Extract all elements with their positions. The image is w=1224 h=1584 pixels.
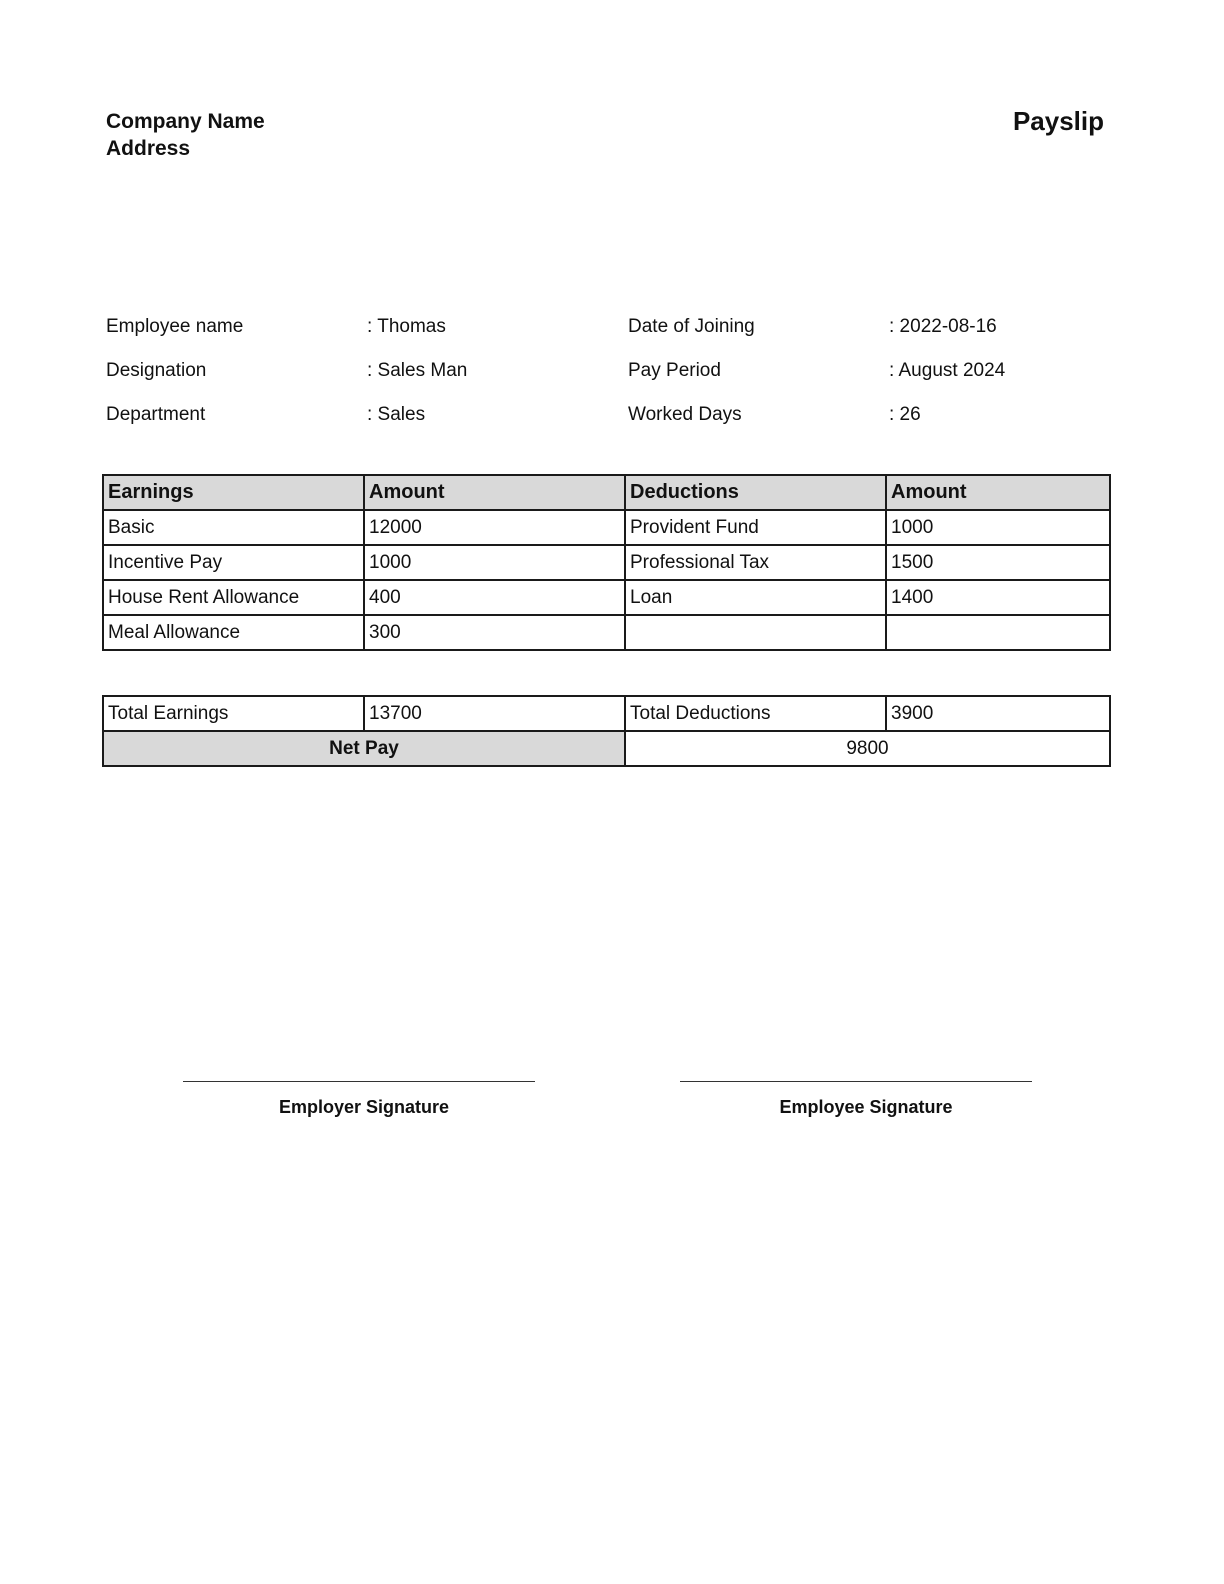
employee-info xyxy=(106,316,1106,448)
net-pay-label: Net Pay xyxy=(103,731,625,766)
deduction-cell: Loan xyxy=(625,580,886,615)
deduction-amount-cell: 1500 xyxy=(886,545,1110,580)
employer-signature-line xyxy=(183,1081,535,1082)
info-row xyxy=(106,360,1106,404)
total-earnings-label: Total Earnings xyxy=(103,696,364,731)
date-of-joining-label: Date of Joining xyxy=(628,316,755,337)
earning-amount-cell: 400 xyxy=(364,580,625,615)
pay-period-value: : August 2024 xyxy=(889,360,1006,381)
totals-row xyxy=(103,696,1110,731)
totals-table xyxy=(102,695,1111,767)
designation-label: Designation xyxy=(106,360,207,381)
total-deductions-label: Total Deductions xyxy=(625,696,886,731)
table-header-row xyxy=(103,475,1110,510)
earning-cell: Incentive Pay xyxy=(103,545,364,580)
page-title: Payslip xyxy=(1012,106,1104,136)
info-row xyxy=(106,404,1106,448)
employee-name-label: Employee name xyxy=(106,316,244,337)
deduction-amount-cell: 1000 xyxy=(886,510,1110,545)
deduction-amount-cell: 1400 xyxy=(886,580,1110,615)
employee-name-value: : Thomas xyxy=(367,316,446,337)
table-row xyxy=(103,545,1110,580)
net-pay-row xyxy=(103,731,1110,766)
earning-amount-cell: 300 xyxy=(364,615,625,650)
employee-signature-line xyxy=(680,1081,1032,1082)
earning-amount-cell: 12000 xyxy=(364,510,625,545)
date-of-joining-value: : 2022-08-16 xyxy=(889,316,997,337)
employee-signature-label: Employee Signature xyxy=(779,1097,953,1117)
earning-cell: Basic xyxy=(103,510,364,545)
company-name: Company Name xyxy=(106,110,265,133)
department-label: Department xyxy=(106,404,206,425)
earnings-deductions-table xyxy=(102,474,1111,651)
worked-days-label: Worked Days xyxy=(628,404,742,425)
department-value: : Sales xyxy=(367,404,426,425)
deductions-header: Deductions xyxy=(625,475,886,510)
earnings-amount-header: Amount xyxy=(364,475,625,510)
earnings-header: Earnings xyxy=(103,475,364,510)
info-row xyxy=(106,316,1106,360)
worked-days-value: : 26 xyxy=(889,404,921,425)
deduction-cell: Provident Fund xyxy=(625,510,886,545)
table-row xyxy=(103,615,1110,650)
total-earnings-value: 13700 xyxy=(364,696,625,731)
employer-signature-label: Employer Signature xyxy=(278,1097,450,1117)
pay-period-label: Pay Period xyxy=(628,360,721,381)
table-row xyxy=(103,580,1110,615)
earning-cell: Meal Allowance xyxy=(103,615,364,650)
company-block xyxy=(106,108,265,162)
earning-amount-cell: 1000 xyxy=(364,545,625,580)
table-row xyxy=(103,510,1110,545)
designation-value: : Sales Man xyxy=(367,360,468,381)
deductions-amount-header: Amount xyxy=(886,475,1110,510)
total-deductions-value: 3900 xyxy=(886,696,1110,731)
deduction-cell xyxy=(625,615,886,650)
deduction-amount-cell xyxy=(886,615,1110,650)
deduction-cell: Professional Tax xyxy=(625,545,886,580)
company-address: Address xyxy=(106,137,191,160)
earning-cell: House Rent Allowance xyxy=(103,580,364,615)
net-pay-value: 9800 xyxy=(625,731,1110,766)
